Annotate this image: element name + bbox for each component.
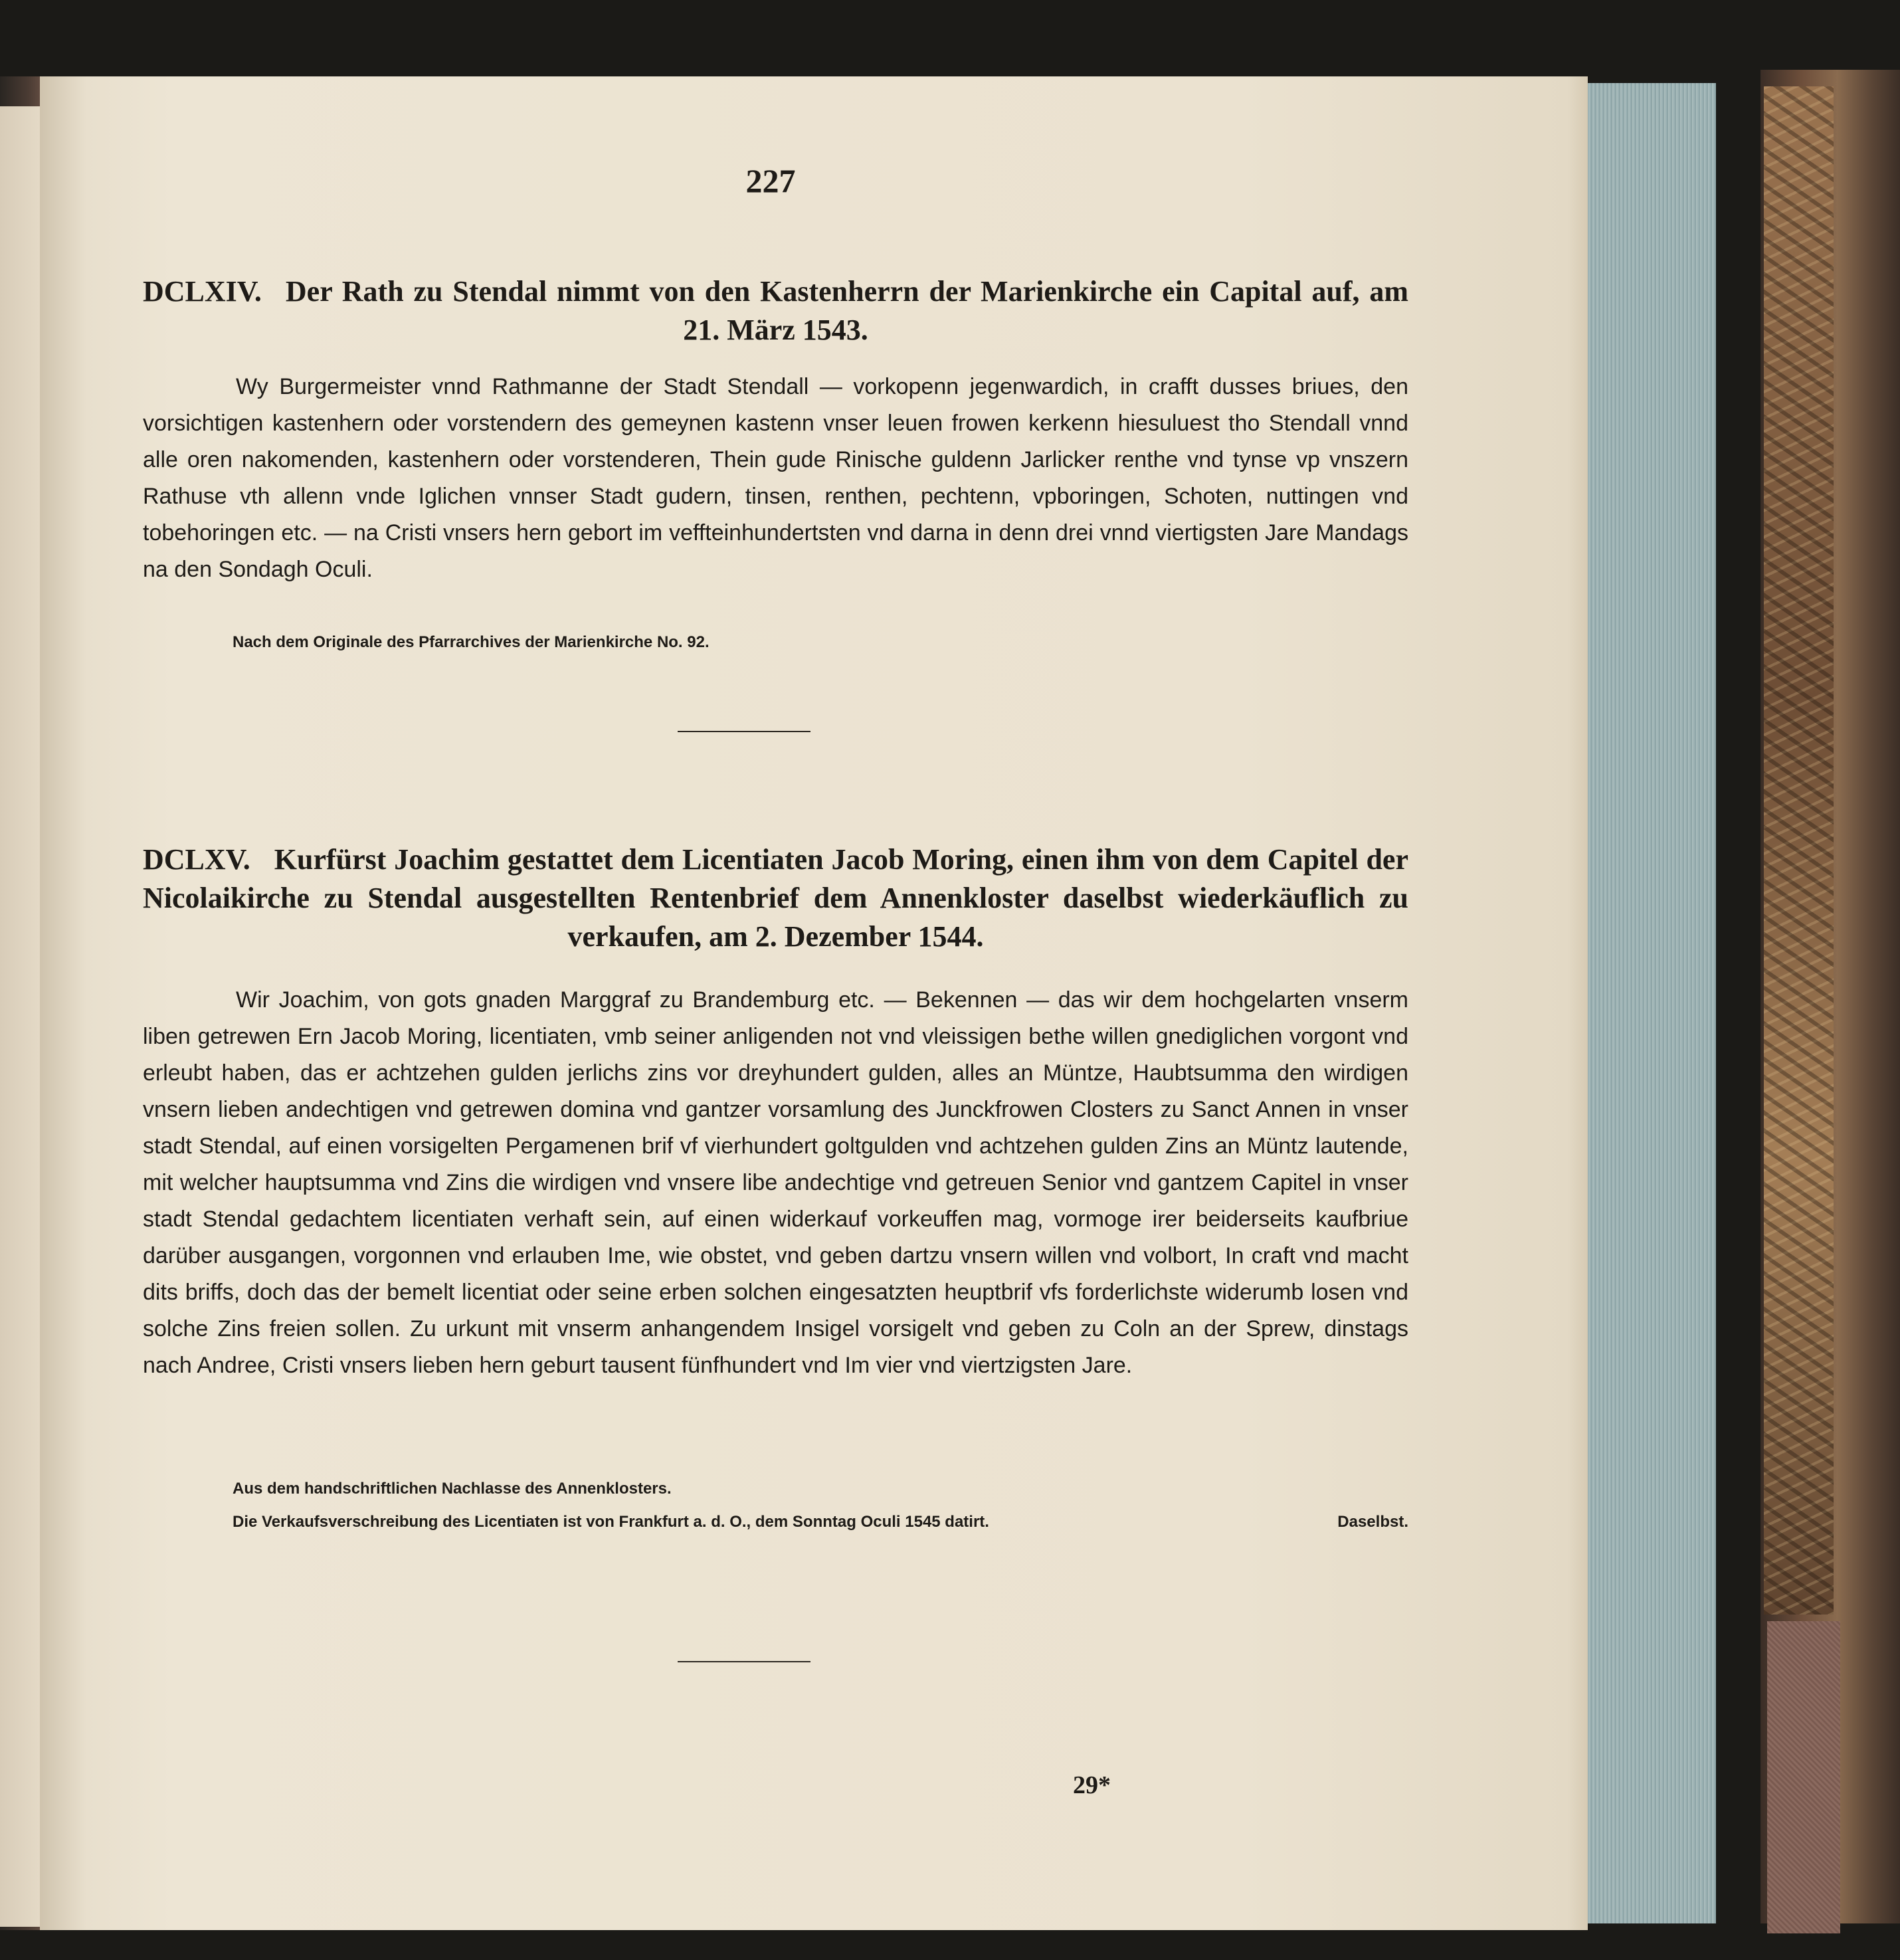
- source-note-1: Nach dem Originale des Pfarrarchives der Marienkirche No. 92.: [233, 633, 710, 651]
- page: [40, 76, 1588, 1930]
- marbled-board: [1764, 86, 1834, 1615]
- divider-2: [678, 1661, 810, 1662]
- section-title-2: Kurfürst Joachim gestattet dem Licentiaten Jacob Moring, einen ihm von dem Capitel der Nicolaikirche zu Stendal ausgestellten Rentenbrief dem Annenkloster daselbst wiederkäuflich zu verkaufen, am 2. Dezember 1544.: [143, 843, 1408, 953]
- section-heading-2: [143, 840, 1408, 956]
- section-text-2: Wir Joachim, von gots gnaden Marggraf zu Brandemburg etc. — Bekennen — das wir dem hochgelarten vnserm liben getrewen Ern Jacob Moring, licentiaten, vmb seiner anligenden not vnd vleissigen bethe willen gnediglichen vorgont vnd erleubt haben, das er achtzehen gulden jerlichs zins vor dreyhundert gulden, alles an Müntze, Haubtsumma den wirdigen vnsern lieben andechtigen vnd getrewen domina vnd gantzer vorsamlung des Junckfrowen Closters zu Sanct Annen in vnser stadt Stendal, auf einen vorsigelten Pergamenen brif vf vierhundert goltgulden vnd achtzehen gulden Zins an Müntz lautende, mit welcher hauptsumma vnd Zins die wirdigen vnd vnsere libe andechtige vnd getreuen Senior vnd gantzem Capitel in vnser stadt Stendal gedachtem licentiaten verhaft sein, auf einen widerkauf vorkeuffen mag, vormoge irer beiderseits kaufbriue darüber ausgangen, vorgonnen vnd erlauben Ime, wie obstet, vnd geben dartzu vnsern willen vnd volbort, In craft vnd macht dits briffs, doch das der bemelt licentiat oder seine erben solchen eingesatzten heuptbrif vfs forderlichste widerumb losen vnd solche Zins freien sollen. Zu urkunt mit vnserm anhangendem Insigel vorsigelt vnd geben zu Coln an der Sprew, dinstags nach Andree, Cristi vnsers lieben hern geburt tausent fünfhundert vnd Im vier vnd viertzigsten Jare.: [143, 987, 1408, 1378]
- section-title-1: Der Rath zu Stendal nimmt von den Kastenherrn der Marienkirche ein Capital auf, am 21. März 1543.: [285, 275, 1408, 346]
- page-number: 227: [745, 162, 796, 199]
- section-body-2: [143, 982, 1408, 1384]
- signature-mark: 29*: [1073, 1771, 1111, 1799]
- cloth-corner: [1767, 1621, 1840, 1933]
- divider-1: [678, 731, 810, 732]
- source-note-3: [233, 1513, 1408, 1531]
- section-body-1: [143, 369, 1408, 588]
- section-text-1: Wy Burgermeister vnnd Rathmanne der Stadt Stendall — vorkopenn jegenwardich, in crafft dusses briues, den vorsichtigen kastenhern oder vorstendern des gemeynen kastenn vnser leuen frowen kerkenn hiesuluest tho Stendall vnnd alle oren nakomenden, kastenhern oder vorstenderen, Thein gude Rinische guldenn Jarlicker renthe vnd tynse vp vnszern Rathuse vth allenn vnde Iglichen vnnser Stadt gudern, tinsen, renthen, pechtenn, vpboringen, Schoten, nuttingen vnd tobehoringen etc. — na Cristi vnsers hern gebort im veffteinhundertsten vnd darna in denn drei vnnd viertigsten Jare Mandags na den Sondagh Oculi.: [143, 374, 1408, 582]
- source-note-2: Aus dem handschriftlichen Nachlasse des Annenklosters.: [233, 1480, 672, 1498]
- section-number-1: DCLXIV.: [143, 275, 262, 308]
- page-edges: [1581, 83, 1716, 1923]
- section-heading-1: [143, 272, 1408, 349]
- section-number-2: DCLXV.: [143, 843, 250, 876]
- source-note-3-ref: Daselbst.: [1337, 1513, 1408, 1531]
- source-note-3-text: Die Verkaufsverschreibung des Licentiaten ist von Frankfurt a. d. O., dem Sonntag Oculi 1545 datirt.: [233, 1513, 989, 1531]
